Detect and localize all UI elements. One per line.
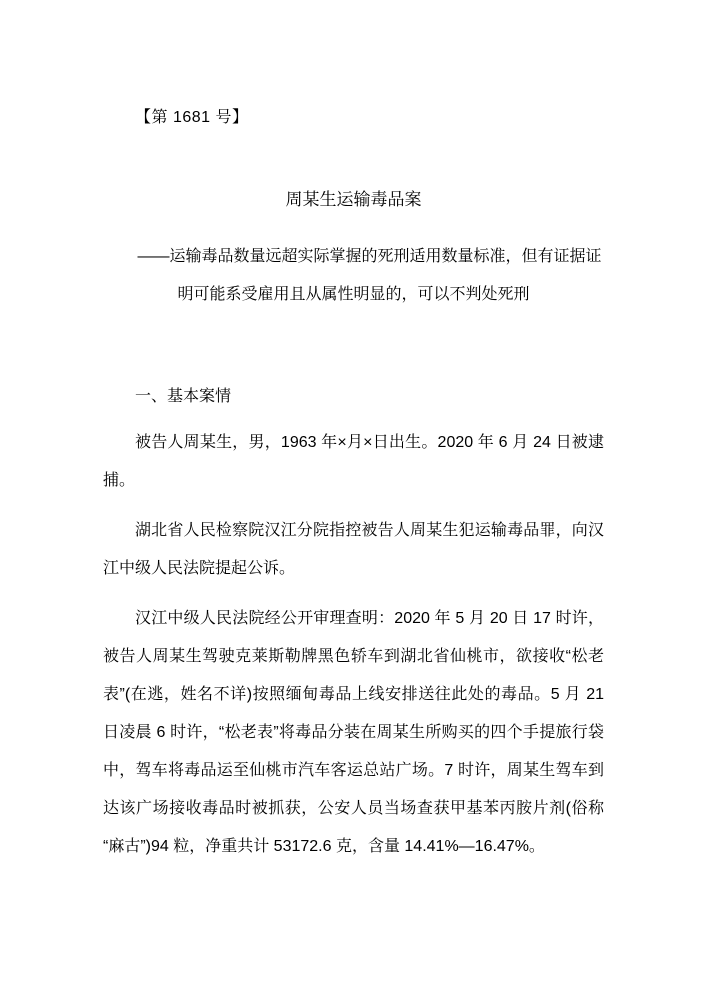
body-paragraph-prosecution: 湖北省人民检察院汉江分院指控被告人周某生犯运输毒品罪，向汉江中级人民法院提起公诉。 bbox=[103, 522, 604, 577]
section-heading-basic-facts: 一、基本案情 bbox=[135, 388, 232, 405]
body-paragraph-trial-findings: 汉江中级人民法院经公开审理查明：2020 年 5 月 20 日 17 时许，被告人周某生驾驶克莱斯勒牌黑色轿车到湖北省仙桃市，欲接收“松老表”(在逃，姓名不详)按照缅甸毒品上线安排送往此处的毒品。5 月 21 日凌晨 6 时许，“松老表”将毒品分装在周某生所购买的四个手提旅行袋中，驾车将毒品运至仙桃市汽车客运总站广场。7 时许，周某生驾车到达该广场接收毒品时被抓获，公安人员当场查获甲基苯丙胺片剂(俗称“麻古”)94 粒，净重共计 53172.6 克，含量 14.41%—16.47%。 bbox=[103, 610, 604, 855]
body-paragraph-defendant-info: 被告人周某生，男，1963 年×月×日出生。2020 年 6 月 24 日被逮捕。 bbox=[103, 434, 604, 489]
document-subtitle: ——运输毒品数量远超实际掌握的死刑适用数量标准，但有证据证明可能系受雇用且从属性明显的，可以不判处死刑 bbox=[137, 248, 602, 303]
document-title: 周某生运输毒品案 bbox=[285, 190, 422, 209]
case-number: 【第 1681 号】 bbox=[135, 109, 249, 126]
